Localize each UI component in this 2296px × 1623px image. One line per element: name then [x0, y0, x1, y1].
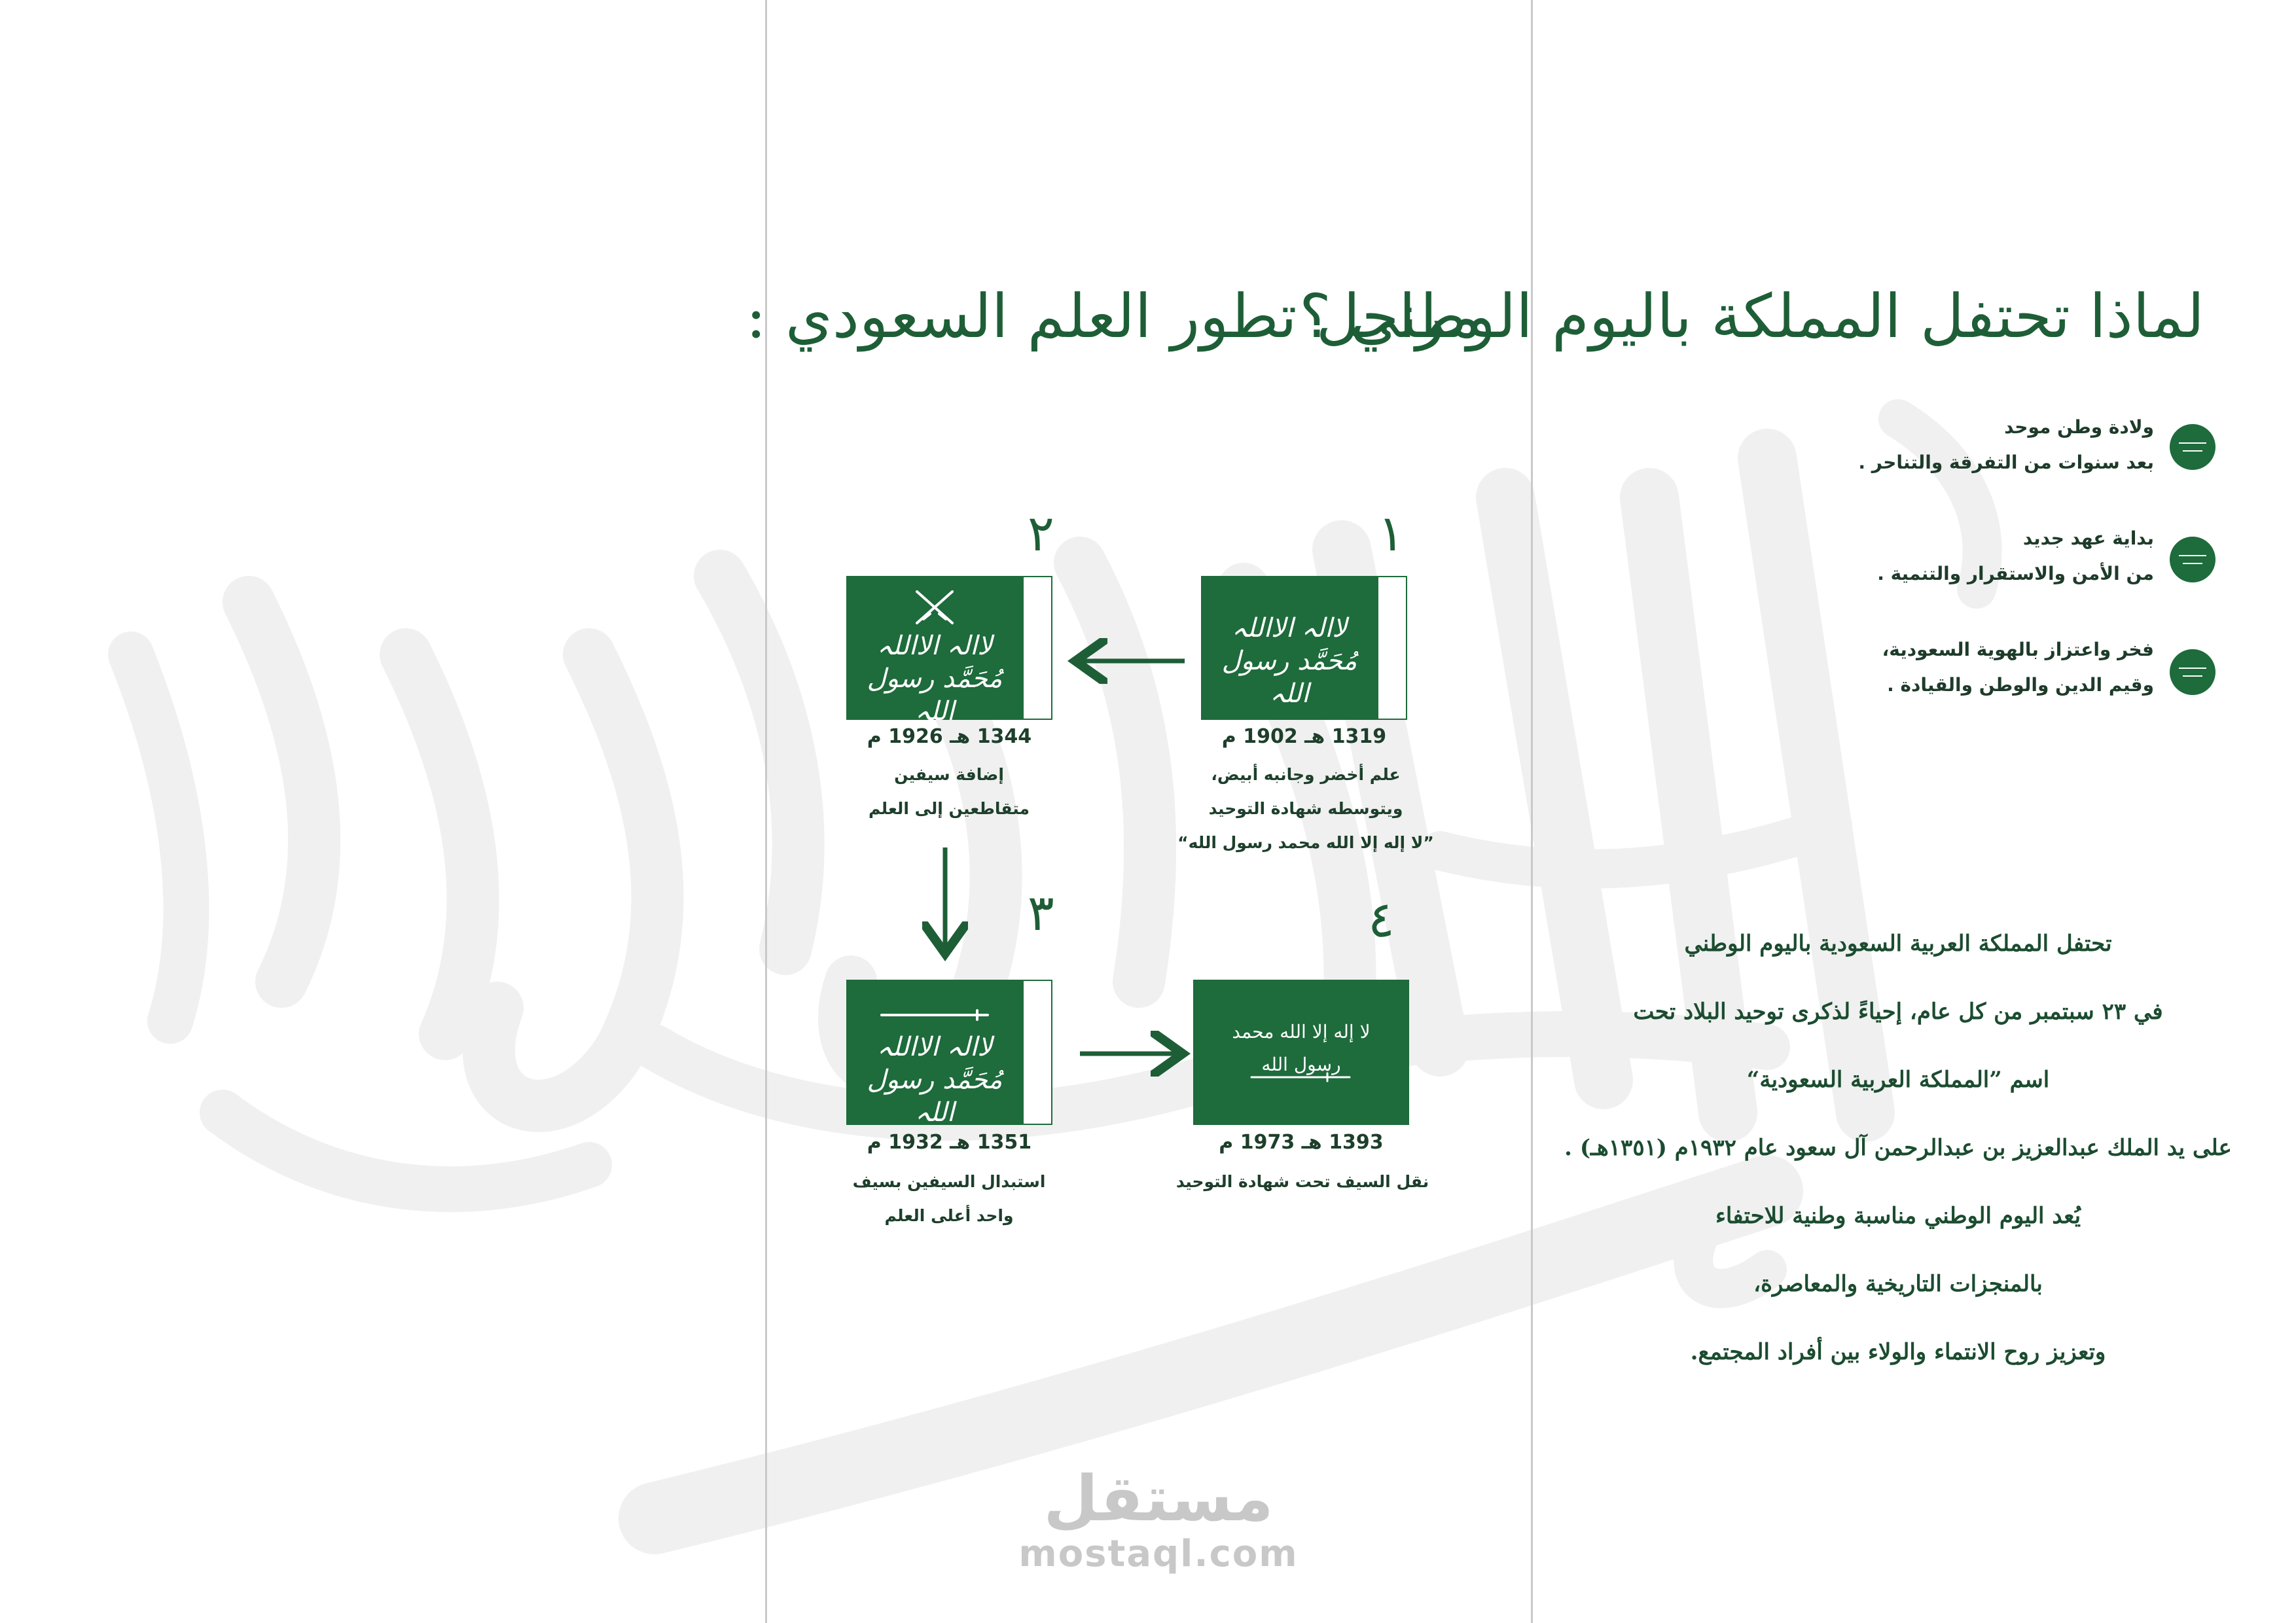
mostaql-watermark-logo: [995, 1463, 1322, 1574]
stage-3-number: ٣: [1028, 883, 1054, 942]
stage-2-date: 1344 هـ 1926 م: [867, 725, 1032, 748]
stage-1-number: ١: [1378, 504, 1405, 562]
flag-shahada-text: لا إله إلا الله محمد رسول الله: [1232, 1021, 1371, 1075]
watermark-arabic: مستقل: [1043, 1462, 1274, 1535]
bullet-1-line1: ولادة وطن موحد: [2004, 416, 2154, 438]
paragraph-line-7: وتعزيز روح الانتماء والولاء بين أفراد المجتمع.: [1690, 1339, 2106, 1365]
bullet-1-line2: بعد سنوات من التفرقة والتناحر .: [1858, 452, 2154, 473]
flag-shahada-text: لاالہ الااللہ مُحَمَّد رسول اللہ: [867, 631, 1003, 726]
stage-3-date: 1351 هـ 1932 م: [867, 1131, 1032, 1154]
paragraph-line-6: بالمنجزات التاريخية والمعاصرة،: [1753, 1271, 2043, 1297]
paragraph-line-3: اسم ”المملكة العربية السعودية“: [1746, 1067, 2050, 1093]
stage-2-number: ٢: [1028, 504, 1054, 562]
paragraph-line-5: يُعد اليوم الوطني مناسبة وطنية للاحتفاء: [1715, 1203, 2081, 1229]
bullet-2-line2: من الأمن والاستقرار والتنمية .: [1877, 563, 2154, 584]
paragraph-line-1: تحتفل المملكة العربية السعودية باليوم الوطني: [1684, 931, 2112, 957]
flag-shahada-text: لاالہ الااللہ مُحَمَّد رسول اللہ: [867, 1032, 1003, 1128]
flag-shahada-text: لاالہ الااللہ مُحَمَّد رسول اللہ: [1221, 613, 1357, 709]
stage-2-caption: إضافة سيفين متقاطعين إلى العلم: [869, 765, 1030, 818]
stage-4-number: ٤: [1368, 890, 1395, 948]
right-panel-title: لماذا تحتفل المملكة باليوم الوطني ؟: [1299, 281, 2204, 351]
paragraph-line-2: في ٢٣ سبتمبر من كل عام، إحياءً لذكرى توحيد البلاد تحت: [1633, 999, 2163, 1025]
watermark-latin: mostaql.com: [1018, 1533, 1299, 1575]
bullet-3-line1: فخر واعتزاز بالهوية السعودية،: [1882, 639, 2154, 660]
stage-1-date: 1319 هـ 1902 م: [1221, 725, 1387, 748]
bullet-3-line2: وقيم الدين والوطن والقيادة .: [1887, 674, 2154, 696]
middle-panel-title: مراحل تطور العلم السعودي :: [745, 281, 1481, 351]
stage-4-caption: نقل السيف تحت شهادة التوحيد: [1175, 1172, 1429, 1191]
paragraph-line-4: على يد الملك عبدالعزيز بن عبدالرحمن آل سعود عام ١٩٣٢م (١٣٥١هـ) .: [1564, 1135, 2232, 1161]
bullet-2-line1: بداية عهد جديد: [2022, 527, 2154, 549]
stage-3-caption: استبدال السيفين بسيف واحد أعلى العلم: [852, 1172, 1046, 1225]
stage-1-caption: علم أخضر وجانبه أبيض، ويتوسطه شهادة التوحيد ”لا إله إلا الله محمد رسول الله“: [1177, 765, 1434, 852]
stage-4-date: 1393 هـ 1973 م: [1219, 1131, 1384, 1154]
